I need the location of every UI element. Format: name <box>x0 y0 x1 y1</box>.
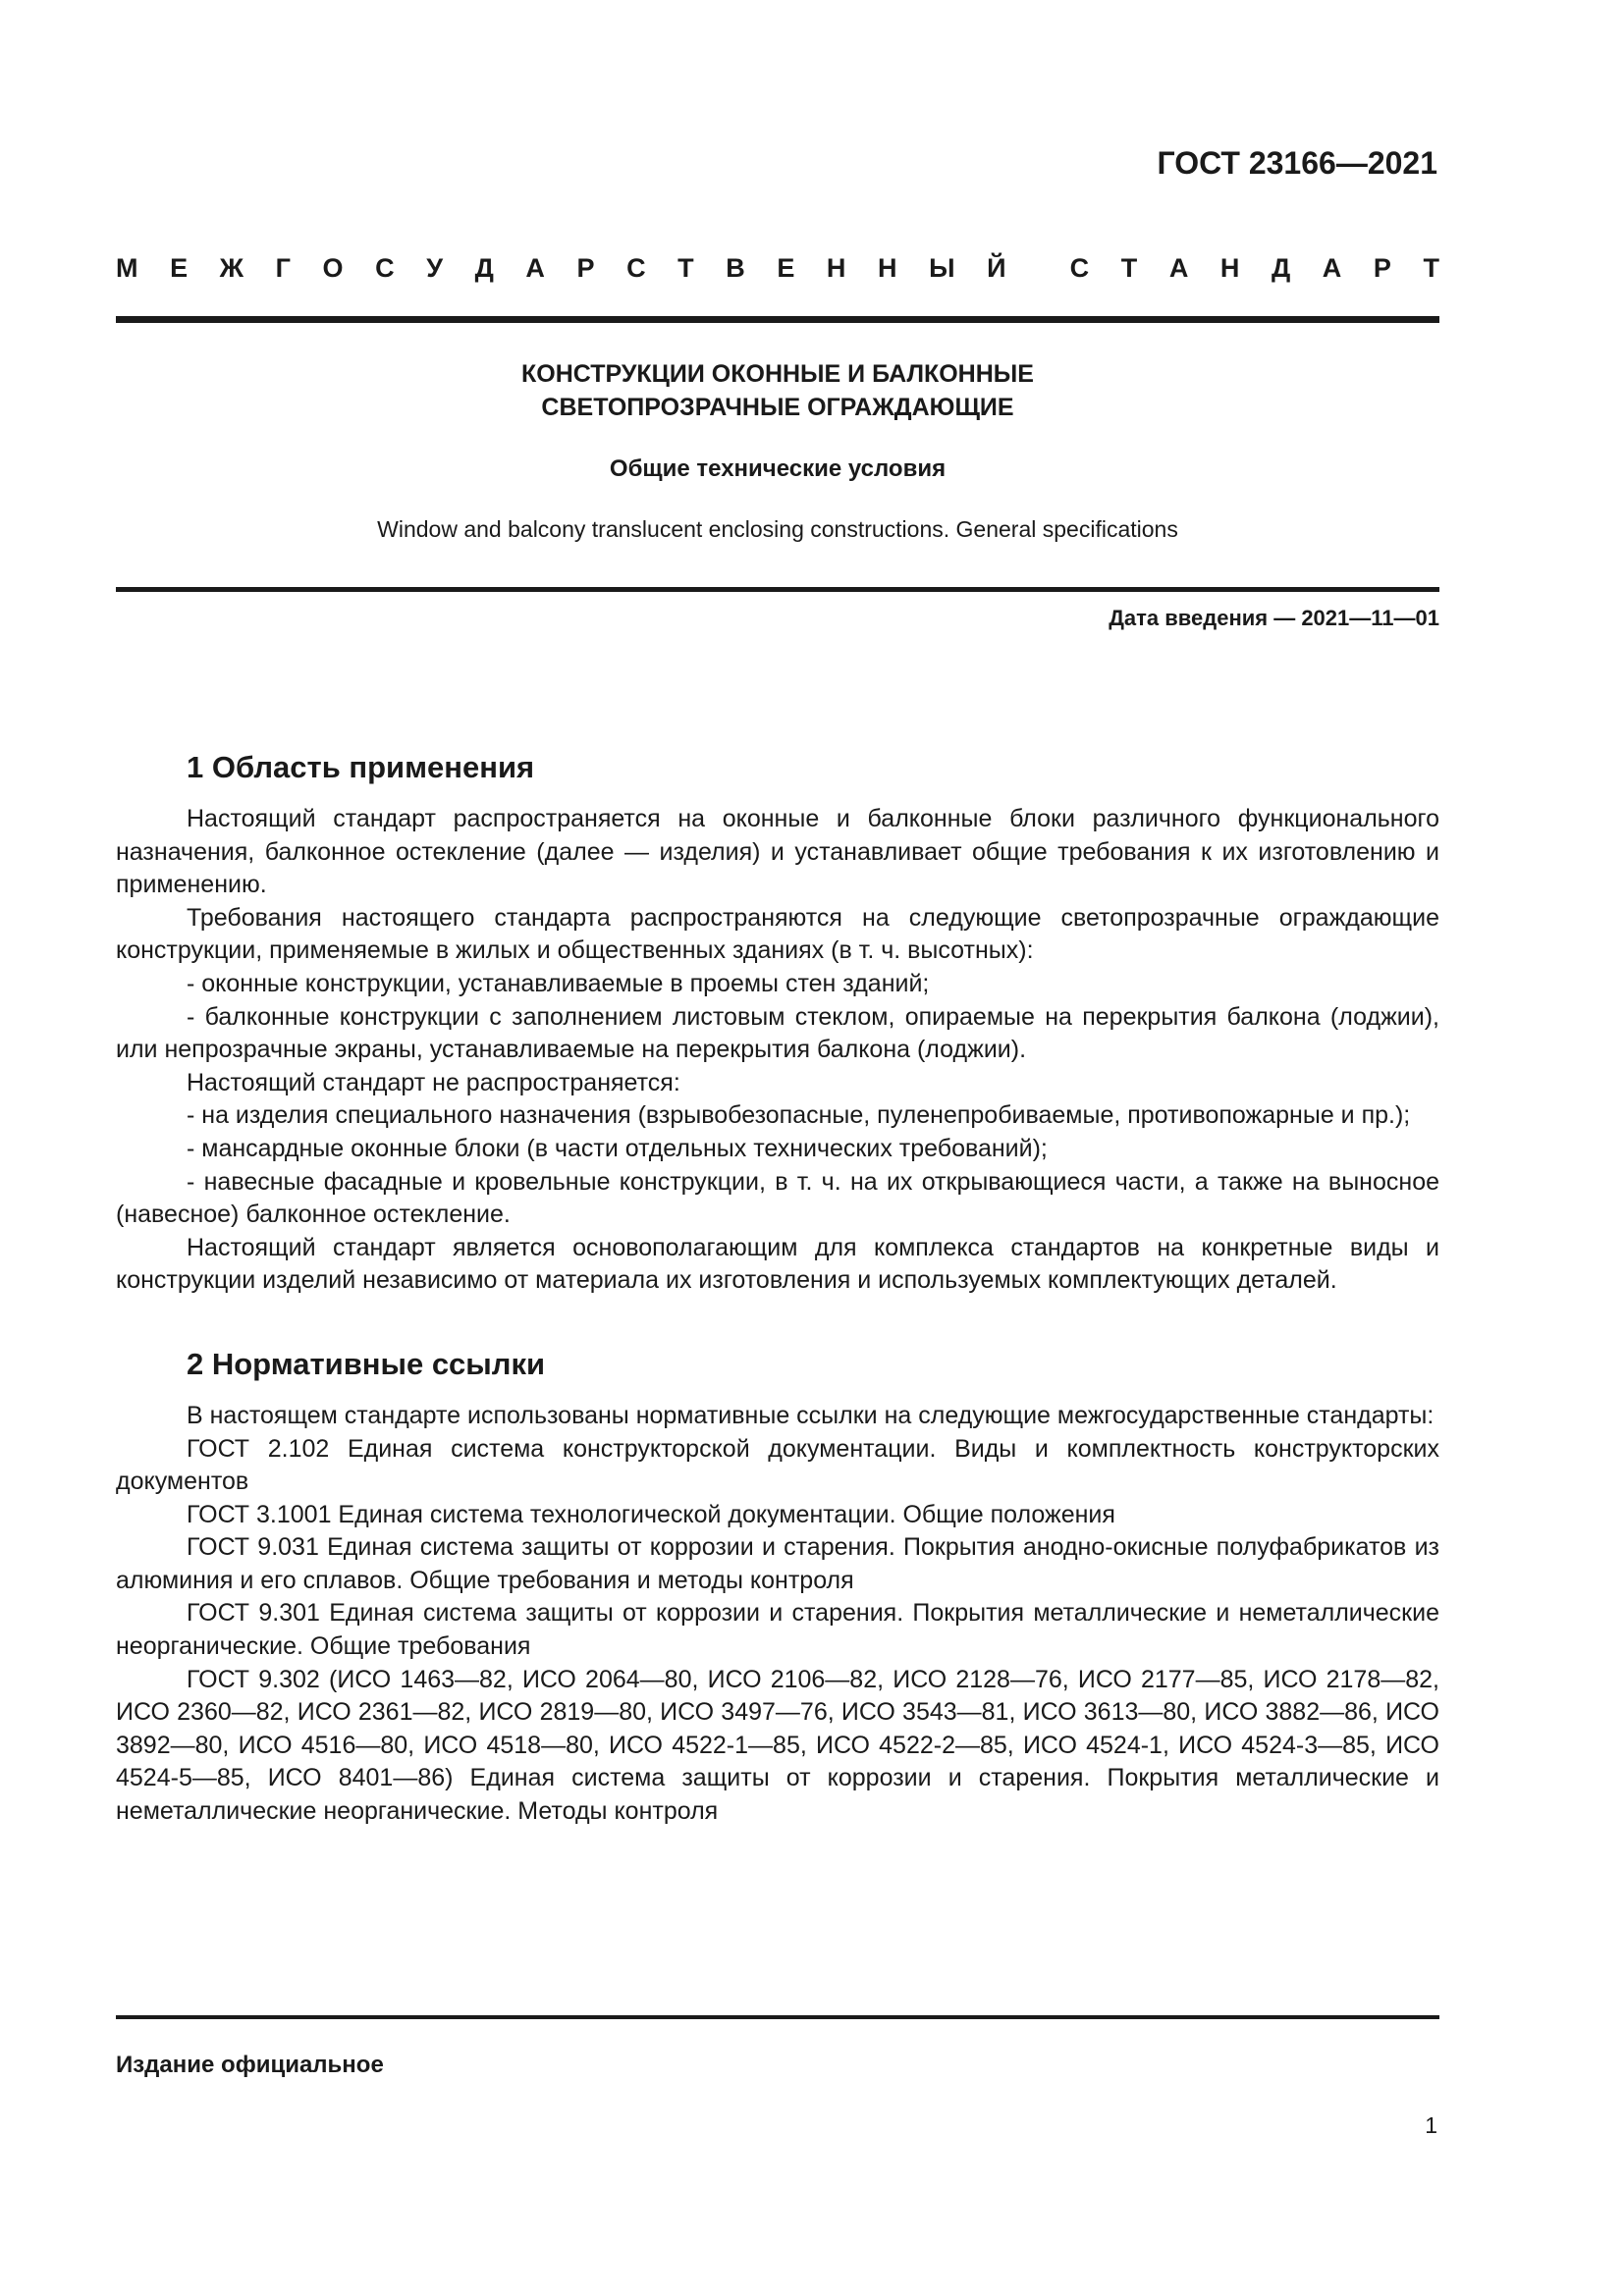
title-divider <box>116 587 1439 592</box>
paragraph: В настоящем стандарте использованы нормативные ссылки на следующие межгосударственные стандарты: <box>187 1401 1435 1429</box>
gost-code: ГОСТ 23166—2021 <box>1157 145 1437 181</box>
footer-divider <box>116 2015 1439 2019</box>
list-item: - навесные фасадные и кровельные конструкции, в т. ч. на их открывающиеся части, а также на выносное (навесное) балконное остекление. <box>116 1167 1439 1229</box>
section-heading: 2 Нормативные ссылки <box>187 1346 546 1381</box>
main-content <box>116 748 1439 1829</box>
reference-item: ГОСТ 3.1001 Единая система технологической документации. Общие положения <box>187 1500 1115 1528</box>
reference-item: ГОСТ 9.302 (ИСО 1463—82, ИСО 2064—80, ИСО 2106—82, ИСО 2128—76, ИСО 2177—85, ИСО 2178—82, ИСО 2360—82, ИСО 2361—82, ИСО 2819—80, ИСО 3497—76, ИСО 3543—81, ИСО 3613—80, ИСО 3882—86, ИСО 3892—80, ИСО 4516—80, ИСО 4518—80, ИСО 4522-1—85, ИСО 4522-2—85, ИСО 4524-1, ИСО 4524-3—85, ИСО 4524-5—85, ИСО 8401—86) Единая система защиты от коррозии и старения. Покрытия металлические и неметаллические неорганические. Методы контроля <box>116 1665 1439 1826</box>
paragraph: Настоящий стандарт является основополагающим для комплекса стандартов на конкретные виды и конструкции изделий независимо от материала их изготовления и используемых комплектующих деталей. <box>116 1233 1439 1295</box>
paragraph: Настоящий стандарт распространяется на оконные и балконные блоки различного функционального назначения, балконное остекление (далее — изделия) и устанавливает общие требования к их изготовлению и применению. <box>116 805 1439 899</box>
reference-item: ГОСТ 9.301 Единая система защиты от коррозии и старения. Покрытия металлические и неметаллические неорганические. Общие требования <box>116 1599 1439 1661</box>
paragraph: Настоящий стандарт не распространяется: <box>187 1068 680 1096</box>
edition-label: Издание официальное <box>116 2052 384 2078</box>
list-item: - мансардные оконные блоки (в части отдельных технических требований); <box>187 1134 1048 1162</box>
reference-item: ГОСТ 9.031 Единая система защиты от коррозии и старения. Покрытия анодно-окисные полуфабрикатов из алюминия и его сплавов. Общие требования и методы контроля <box>116 1533 1439 1594</box>
list-item: - оконные конструкции, устанавливаемые в проемы стен зданий; <box>187 969 930 997</box>
document-title: КОНСТРУКЦИИ ОКОННЫЕ И БАЛКОННЫЕ СВЕТОПРОЗРАЧНЫЕ ОГРАЖДАЮЩИЕ <box>521 360 1034 421</box>
reference-item: ГОСТ 2.102 Единая система конструкторской документации. Виды и комплектность конструкторских документов <box>116 1434 1439 1496</box>
english-title: Window and balcony translucent enclosing constructions. General specifications <box>377 516 1178 542</box>
section-heading: 1 Область применения <box>187 750 535 784</box>
list-item: - балконные конструкции с заполнением листовым стеклом, опираемые на перекрытия балкона (лоджии), или непрозрачные экраны, устанавливаемые на перекрытия балкона (лоджии). <box>116 1002 1439 1064</box>
list-item: - на изделия специального назначения (взрывобезопасные, пуленепробиваемые, противопожарные и пр.); <box>187 1101 1411 1130</box>
introduction-date: Дата введения — 2021—11—01 <box>1109 606 1439 630</box>
interstate-standard-label: М Е Ж Г О С У Д А Р С Т В Е Н Н Ы Й С Т А Н Д А Р Т <box>116 253 1439 283</box>
paragraph: Требования настоящего стандарта распространяются на следующие светопрозрачные ограждающие конструкции, применяемые в жилых и общественных зданиях (в т. ч. высотных): <box>116 903 1439 965</box>
header-divider <box>116 316 1439 323</box>
document-subtitle: Общие технические условия <box>609 455 947 482</box>
page-number: 1 <box>1425 2112 1437 2138</box>
